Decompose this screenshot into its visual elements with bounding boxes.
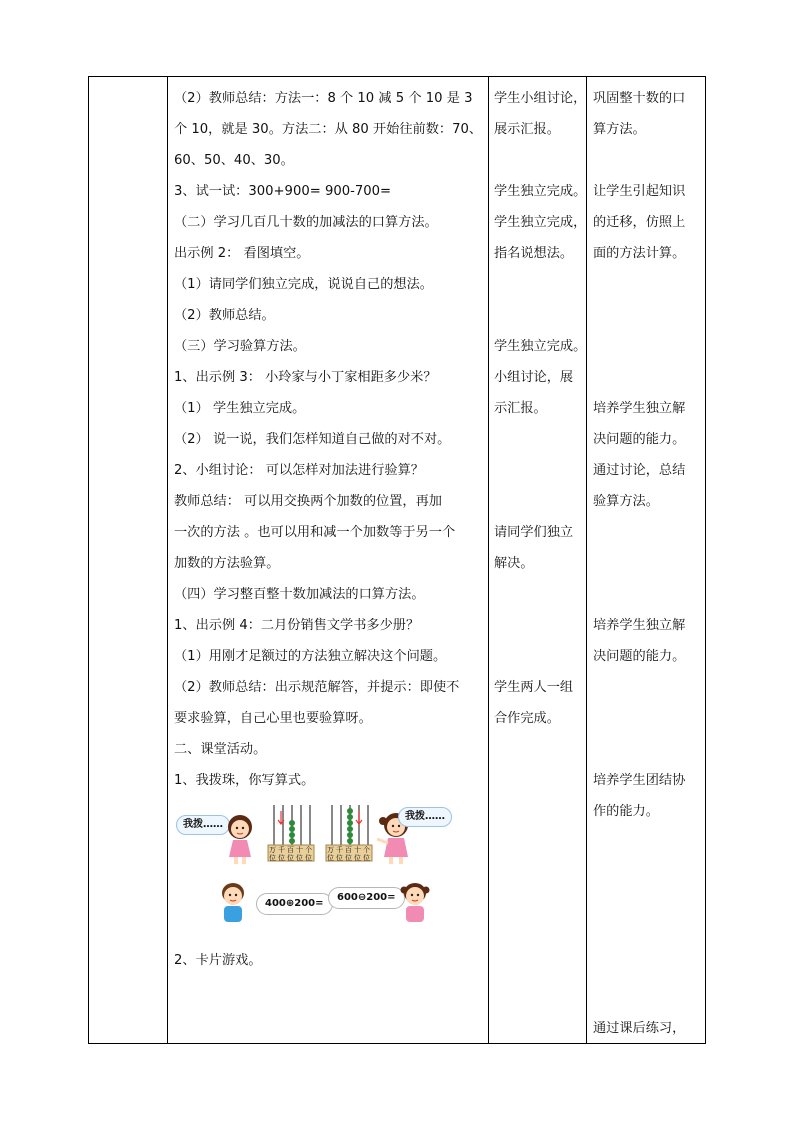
table-row: [89, 77, 706, 1044]
design-intent-cell: [587, 77, 706, 1044]
intent-line: 培养学生独立解: [593, 618, 686, 633]
abacus-label: 个: [363, 846, 372, 854]
lesson-plan-table: [88, 76, 706, 1044]
process-line: （2）教师总结：方法一：8 个 10 减 5 个 10 是 3: [174, 91, 473, 106]
process-line: （四）学习整百整十数加减法的口算方法。: [174, 587, 425, 602]
process-line: 1、出示例 4：二月份销售文学书多少册？: [174, 618, 420, 633]
process-line: （三）学习验算方法。: [174, 339, 306, 354]
activity-line: 示汇报。: [494, 401, 547, 416]
speech-bubble-right: 我拨……: [398, 807, 452, 827]
intent-line: 算方法。: [593, 122, 646, 137]
activity-line: 指名说想法。: [494, 246, 574, 261]
girl-left-figure: [220, 813, 260, 865]
abacus-label: 位: [354, 854, 363, 862]
intent-line: 决问题的能力。: [593, 649, 686, 664]
process-line: （1）用刚才足额过的方法独立解决这个问题。: [174, 649, 447, 664]
abacus-label: 万: [269, 846, 278, 854]
intent-line: 让学生引起知识: [593, 184, 686, 199]
process-line: 1、我拨珠，你写算式。: [174, 773, 315, 788]
process-line: 2、卡片游戏。: [174, 953, 262, 968]
process-line: （1）请同学们独立完成，说说自己的想法。: [174, 277, 433, 292]
intent-line: 面的方法计算。: [593, 246, 686, 261]
process-line: （2） 说一说，我们怎样知道自己做的对不对。: [174, 432, 451, 447]
boy-figure: [216, 881, 250, 925]
process-line: 一次的方法 。也可以用和减一个加数等于另一个: [174, 525, 456, 540]
speech-bubble-left: 我拨……: [176, 815, 230, 835]
intent-line: 巩固整十数的口: [593, 91, 686, 106]
process-line: 1、出示例 3： 小玲家与小丁家相距多少米？: [174, 370, 437, 385]
process-line: 教师总结： 可以用交换两个加数的位置，再加: [174, 494, 442, 509]
abacus-label: 百: [287, 846, 296, 854]
abacus-label: 千: [278, 846, 287, 854]
activity-line: 学生独立完成，: [494, 215, 587, 230]
intent-line: 通过课后练习，: [593, 1021, 686, 1036]
process-line: （1） 学生独立完成。: [174, 401, 306, 416]
activity-line: 小组讨论，展: [494, 370, 574, 385]
process-line: 个 10，就是 30。方法二：从 80 开始往前数：70、: [174, 122, 483, 137]
intent-line: 作的能力。: [593, 804, 659, 819]
activity-line: 解决。: [494, 556, 534, 571]
section-column-cell: [89, 77, 168, 1044]
abacus-label: 十: [354, 846, 363, 854]
abacus-right-labels: [327, 846, 372, 862]
process-line: 2、小组讨论： 可以怎样对加法进行验算？: [174, 463, 424, 478]
abacus-label: 位: [287, 854, 296, 862]
process-line: （2）教师总结。: [174, 308, 275, 323]
process-line: 60、50、40、30。: [174, 153, 294, 168]
activity-line: 合作完成。: [494, 711, 560, 726]
abacus-label: 位: [336, 854, 345, 862]
equation-bubble-right: 600⊖200=: [328, 887, 405, 909]
process-line: 二、课堂活动。: [174, 742, 267, 757]
abacus-label: 个: [305, 846, 314, 854]
abacus-label: 位: [327, 854, 336, 862]
process-line: 出示例 2： 看图填空。: [174, 246, 310, 261]
process-line: （2）教师总结：出示规范解答，并提示：即使不: [174, 680, 460, 695]
abacus-label: 位: [345, 854, 354, 862]
intent-line: 的迁移，仿照上: [593, 215, 686, 230]
abacus-label: 位: [269, 854, 278, 862]
activity-line: 展示汇报。: [494, 122, 560, 137]
equation-bubble-left: 400⊕200=: [256, 893, 333, 915]
abacus-label: 十: [296, 846, 305, 854]
activity-line: 学生两人一组: [494, 680, 574, 695]
abacus-illustration: [176, 801, 476, 931]
intent-line: 培养学生团结协: [593, 773, 686, 788]
intent-line: 通过讨论，总结: [593, 463, 686, 478]
activity-line: 请同学们独立: [494, 525, 574, 540]
activity-line: 学生小组讨论，: [494, 91, 587, 106]
activity-line: 学生独立完成。: [494, 184, 587, 199]
process-line: （二）学习几百几十数的加减法的口算方法。: [174, 215, 438, 230]
girl-small-figure: [398, 881, 432, 925]
abacus-label: 位: [305, 854, 314, 862]
abacus-left-labels: [269, 846, 314, 862]
activity-line: 学生独立完成。: [494, 339, 587, 354]
intent-line: 验算方法。: [593, 494, 659, 509]
abacus-label: 位: [296, 854, 305, 862]
abacus-label: 位: [363, 854, 372, 862]
abacus-label: 百: [345, 846, 354, 854]
process-line: 加数的方法验算。: [174, 556, 280, 571]
intent-line: 培养学生独立解: [593, 401, 686, 416]
student-activity-cell: [489, 77, 587, 1044]
abacus-label: 万: [327, 846, 336, 854]
abacus-label: 千: [336, 846, 345, 854]
teaching-process-cell: [168, 77, 489, 1044]
abacus-label: 位: [278, 854, 287, 862]
process-line: 要求验算，自己心里也要验算呀。: [174, 711, 372, 726]
intent-line: 决问题的能力。: [593, 432, 686, 447]
process-line: 3、试一试：300+900= 900-700=: [174, 184, 392, 199]
